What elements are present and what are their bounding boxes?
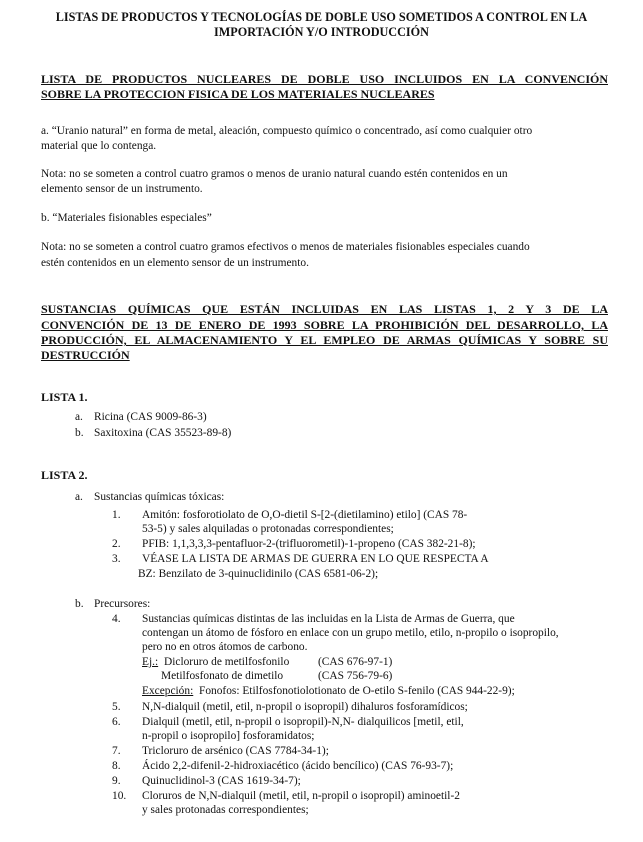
precursor-item-7-number: 7. bbox=[112, 745, 121, 757]
exception-label: Excepción: bbox=[142, 685, 194, 697]
precursor-item-4-line-3: pero no en otros átomos de carbono. bbox=[142, 641, 308, 653]
para-a-line-1: a. “Uranio natural” en forma de metal, aleación, compuesto químico o concentrado, así como cualquier otro bbox=[41, 125, 533, 137]
example-2-name: Metilfosfonato de dimetilo bbox=[161, 670, 284, 682]
document-title-line-1: LISTAS DE PRODUCTOS Y TECNOLOGÍAS DE DOBLE USO SOMETIDOS A CONTROL EN LA bbox=[55, 10, 588, 24]
lista1-item-a-text: Ricina (CAS 9009-86-3) bbox=[94, 411, 207, 423]
section2-heading-line-2: CONVENCIÓN DE 13 DE ENERO DE 1993 SOBRE LA PROHIBICIÓN DEL DESARROLLO, LA bbox=[41, 318, 608, 332]
toxic-item-2-line-1: PFIB: 1,1,3,3,3-pentafluor-2-(trifluorometil)-1-propeno (CAS 382-21-8); bbox=[142, 538, 476, 550]
lista1-item-b-text: Saxitoxina (CAS 35523-89-8) bbox=[94, 427, 232, 439]
section2-heading-line-3: PRODUCCIÓN, EL ALMACENAMIENTO Y EL EMPLEO DE ARMAS QUÍMICAS Y SOBRE SU bbox=[41, 333, 608, 347]
precursor-item-9-line-1: Quinuclidinol-3 (CAS 1619-34-7); bbox=[142, 775, 301, 787]
section1-heading-line-1: LISTA DE PRODUCTOS NUCLEARES DE DOBLE USO INCLUIDOS EN LA CONVENCIÓN bbox=[41, 72, 608, 86]
lista2-title: LISTA 2. bbox=[41, 468, 88, 482]
precursor-item-4-line-1: Sustancias químicas distintas de las incluidas en la Lista de Armas de Guerra, que bbox=[142, 613, 515, 625]
para-b: b. “Materiales fisionables especiales” bbox=[41, 212, 212, 224]
section2-heading-line-4: DESTRUCCIÓN bbox=[41, 348, 130, 362]
lista2-a-marker: a. bbox=[75, 491, 83, 503]
precursor-item-7-line-1: Tricloruro de arsénico (CAS 7784-34-1); bbox=[142, 745, 329, 757]
precursor-item-4-line-2: contengan un átomo de fósforo en enlace con un grupo metilo, etilo, n-propilo o isopropilo, bbox=[142, 627, 559, 639]
toxic-item-3-line-1: VÉASE LA LISTA DE ARMAS DE GUERRA EN LO QUE RESPECTA A bbox=[142, 553, 489, 565]
nota1-line-1: Nota: no se someten a control cuatro gramos o menos de uranio natural cuando estén contenidos en un bbox=[41, 168, 508, 180]
toxic-item-3-line-2: BZ: Benzilato de 3-quinuclidinilo (CAS 6581-06-2); bbox=[138, 568, 379, 580]
example-2-cas: (CAS 756-79-6) bbox=[318, 670, 393, 682]
example-1-name: Dicloruro de metilfosfonilo bbox=[164, 656, 290, 668]
precursor-item-5-number: 5. bbox=[112, 701, 121, 713]
lista2-a-label: Sustancias químicas tóxicas: bbox=[94, 491, 225, 503]
lista2-b-label: Precursores: bbox=[94, 598, 151, 610]
document-title-line-2: IMPORTACIÓN Y/O INTRODUCCIÓN bbox=[214, 25, 429, 39]
precursor-item-10-line-2: y sales protonadas correspondientes; bbox=[142, 804, 309, 816]
toxic-item-1-number: 1. bbox=[112, 509, 121, 521]
precursor-item-6-line-1: Dialquil (metil, etil, n-propil o isopropil)-N,N- dialquilicos [metil, etil, bbox=[142, 716, 464, 728]
precursor-item-9-number: 9. bbox=[112, 775, 121, 787]
precursor-item-10-line-1: Cloruros de N,N-dialquil (metil, etil, n-propil o isopropil) aminoetil-2 bbox=[142, 790, 460, 802]
lista1-item-b-marker: b. bbox=[75, 427, 84, 439]
toxic-item-1-line-1: Amitón: fosforotiolato de O,O-dietil S-[2-(dietilamino) etilo] (CAS 78- bbox=[142, 509, 468, 521]
toxic-item-1-line-2: 53-5) y sales alquiladas o protonadas correspondientes; bbox=[142, 523, 394, 535]
lista1-item-a-marker: a. bbox=[75, 411, 83, 423]
example-1-cas: (CAS 676-97-1) bbox=[318, 656, 393, 668]
example-label: Ej.: bbox=[142, 656, 159, 668]
nota2-line-2: estén contenidos en un elemento sensor de un instrumento. bbox=[41, 257, 309, 269]
precursor-item-10-number: 10. bbox=[112, 790, 127, 802]
precursor-item-8-number: 8. bbox=[112, 760, 121, 772]
nota1-line-2: elemento sensor de un instrumento. bbox=[41, 183, 203, 195]
section1-heading-line-2: SOBRE LA PROTECCION FISICA DE LOS MATERIALES NUCLEARES bbox=[41, 87, 435, 101]
precursor-item-8-line-1: Ácido 2,2-difenil-2-hidroxiacético (ácido bencílico) (CAS 76-93-7); bbox=[142, 760, 454, 772]
precursor-item-4-number: 4. bbox=[112, 613, 121, 625]
lista2-b-marker: b. bbox=[75, 598, 84, 610]
precursor-item-5-line-1: N,N-dialquil (metil, etil, n-propil o isopropil) dihaluros fosforamídicos; bbox=[142, 701, 468, 713]
section2-heading-line-1: SUSTANCIAS QUÍMICAS QUE ESTÁN INCLUIDAS EN LAS LISTAS 1, 2 Y 3 DE LA bbox=[41, 302, 608, 316]
precursor-item-6-number: 6. bbox=[112, 716, 121, 728]
para-a-line-2: material que lo contenga. bbox=[41, 140, 157, 152]
precursor-item-6-line-2: n-propil o isopropilo] fosforamidatos; bbox=[142, 730, 315, 742]
nota2-line-1: Nota: no se someten a control cuatro gramos efectivos o menos de materiales fisionables especiales cuando bbox=[41, 241, 530, 253]
toxic-item-2-number: 2. bbox=[112, 538, 121, 550]
toxic-item-3-number: 3. bbox=[112, 553, 121, 565]
lista1-title: LISTA 1. bbox=[41, 390, 88, 404]
exception-text: Fonofos: Etilfosfonotiolotionato de O-etilo S-fenilo (CAS 944-22-9); bbox=[199, 685, 515, 697]
